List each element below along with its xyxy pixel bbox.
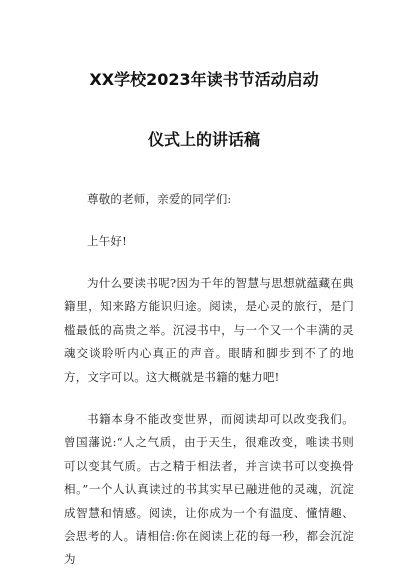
greeting: 尊敬的老师，亲爱的同学们:: [87, 192, 232, 206]
paragraph-1: 为什么要读书呢?因为千年的智慧与思想就蕴藏在典籍里，知来路方能识归途。阅读，是心灵的旅行，是门槛最低的高贵之举。沉浸书中，与一个又一个丰满的灵魂交谈聆听内心真正的声音。眼睛和脚步到不了的地方，文字可以。这大概就是书籍的魅力吧!: [64, 276, 354, 384]
paragraph-2: 书籍本身不能改变世界，而阅读却可以改变我们。曾国藩说:“人之气质，由于天生，很难改变，唯读书则可以变其气质。古之精于相法者，并言读书可以变换骨相。”一个人认真读过的书其实早已融进他的灵魂，沉淀成智慧和情感。阅读，让你成为一个有温度、懂情趣、会思考的人。请相信:你在阅读上花的每一秒，都会沉淀为: [64, 412, 354, 567]
title-line-1: XX学校2023年读书节活动启动: [89, 70, 319, 89]
hello-line: 上午好!: [87, 234, 127, 248]
title-line-2: 仪式上的讲话稿: [147, 130, 260, 149]
